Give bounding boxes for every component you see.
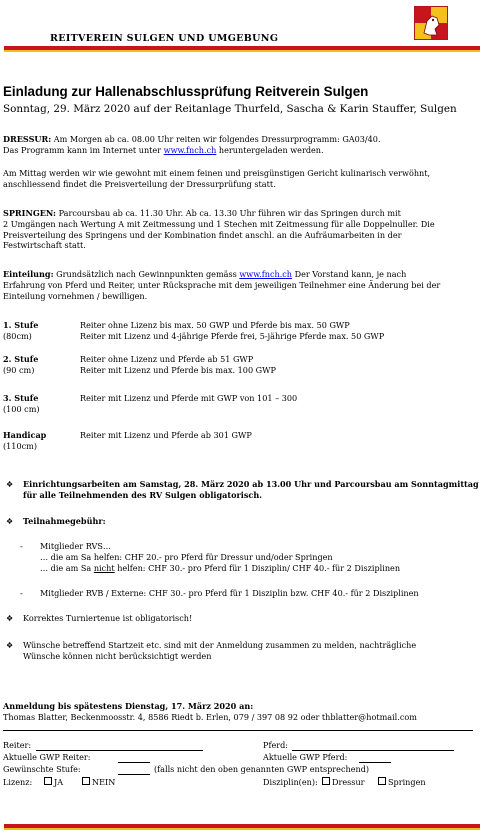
mittag-line: anschliessend findet die Preisverteilung der Dressurprüfung statt. (3, 178, 276, 189)
pferd-label: Pferd: (263, 740, 289, 750)
stufe-label: Gewünschte Stufe: (3, 764, 81, 774)
anmeldung-contact: Thomas Blatter, Beckenmoosstr. 4, 8586 Riedt b. Erlen, 079 / 397 08 92 oder thblatter@hotmail.com (3, 712, 417, 722)
level-name: Handicap (3, 430, 47, 440)
bullet-line: Wünsche können nicht berücksichtigt werden (23, 650, 212, 661)
lizenz-nein-text: NEIN (92, 777, 116, 787)
einteilung-line: Der Vorstand kann, je nach (292, 269, 407, 279)
springen-option-text: Springen (388, 777, 426, 787)
fee-external: Mitglieder RVB / Externe: CHF 30.- pro Pferd für 1 Disziplin bzw. CHF 40.- für 2 Disziplinen (40, 588, 419, 598)
bullet-einrichtung (23, 479, 481, 501)
lizenz-label: Lizenz: (3, 777, 33, 787)
level-name: 1. Stufe (3, 320, 39, 330)
bullet-icon: ❖ (6, 640, 14, 650)
level-description: Reiter mit Lizenz und Pferde ab 301 GWP (80, 430, 252, 440)
level-height: (80cm) (3, 331, 32, 341)
gwp-reiter-input-line[interactable] (118, 762, 150, 763)
level-description: Reiter mit Lizenz und Pferde bis max. 100 GWP (80, 365, 276, 375)
level-description: Reiter ohne Lizenz bis max. 50 GWP und Pferde bis max. 50 GWP (80, 320, 350, 330)
springen-line: Preisverteilung des Springens und der Kombination findet anschl. an die Aufräumarbeiten in der (3, 229, 402, 240)
page-subtitle: Sonntag, 29. März 2020 auf der Reitanlage Thurfeld, Sascha & Karin Stauffer, Sulgen (3, 103, 457, 115)
level-description: Reiter mit Lizenz und Pferde mit GWP von 101 – 300 (80, 393, 298, 403)
bullet-icon: ❖ (6, 516, 14, 526)
einteilung-paragraph (3, 269, 481, 301)
club-crest-logo (414, 6, 448, 40)
dressur-checkbox[interactable] (322, 777, 330, 785)
bullet-line: für alle Teilnehmenden des RV Sulgen obligatorisch. (23, 489, 263, 500)
fee-members (40, 541, 480, 573)
reiter-input-line[interactable] (36, 750, 203, 751)
page-title: Einladung zur Hallenabschlussprüfung Reitverein Sulgen (3, 84, 369, 99)
gwp-pferd-label: Aktuelle GWP Pferd: (263, 752, 348, 762)
lizenz-nein-option[interactable] (78, 777, 115, 788)
level-description: Reiter mit Lizenz und 4-jährige Pferde frei, 5-jährige Pferde max. 50 GWP (80, 331, 385, 341)
dressur-program-text: Das Programm kann im Internet unter (3, 144, 164, 155)
einteilung-line: Erfahrung von Pferd und Reiter, unter Rücksprache mit dem jeweiligen Teilnehmer eine Änderung bei der (3, 279, 441, 290)
gwp-reiter-label: Aktuelle GWP Reiter: (3, 752, 91, 762)
springen-line: Parcoursbau ab ca. 11.30 Uhr. Ab ca. 13.30 Uhr führen wir das Springen durch mit (56, 208, 401, 218)
springen-checkbox[interactable] (378, 777, 386, 785)
springen-line: 2 Umgängen nach Wertung A mit Zeitmessung und 1 Stechen mit Zeitmessung für alle Doppelnuller. Die (3, 218, 435, 229)
stufe-input-line[interactable] (118, 774, 150, 775)
dash-marker: - (20, 541, 23, 551)
level-height: (110cm) (3, 441, 37, 451)
springen-line: Festwirtschaft statt. (3, 240, 86, 251)
org-name: REITVEREIN SULGEN UND UMGEBUNG (50, 33, 279, 44)
bullet-teilnahmegebuehr: Teilnahmegebühr: (23, 516, 106, 526)
level-height: (90 cm) (3, 365, 35, 375)
dressur-option-text: Dressur (332, 777, 365, 787)
lizenz-ja-text: JA (54, 777, 64, 787)
bullet-line: Wünsche betreffend Startzeit etc. sind mit der Anmeldung zusammen zu melden, nachträgliche (23, 640, 417, 650)
disziplin-label: Disziplin(en): (263, 777, 318, 787)
dressur-text: Am Morgen ab ca. 08.00 Uhr reiten wir folgendes Dressurprogramm: GA03/40. (51, 134, 381, 144)
form-separator (3, 730, 473, 731)
dressur-label: DRESSUR: (3, 134, 52, 144)
pferd-input-line[interactable] (292, 750, 454, 751)
disziplin-springen-option[interactable] (374, 777, 426, 788)
fee-line: … die am Sa helfen: CHF 20.- pro Pferd für Dressur und/oder Springen (40, 551, 333, 562)
springen-label: SPRINGEN: (3, 208, 57, 218)
header-divider-yellow (4, 50, 480, 52)
einteilung-label: Einteilung: (3, 269, 54, 279)
fnch-link[interactable]: www.fnch.ch (239, 269, 293, 279)
gwp-pferd-input-line[interactable] (359, 762, 391, 763)
fee-line: … die am Sa (40, 562, 94, 573)
mittag-line: Am Mittag werden wir wie gewohnt mit einem feinen und preisgünstigen Gericht kulinarisch verwöhnt, (3, 168, 431, 178)
mittag-paragraph (3, 168, 481, 190)
disziplin-dressur-option[interactable] (318, 777, 365, 788)
stufe-note: (falls nicht den oben genannten GWP entsprechend) (154, 764, 370, 774)
footer-divider-yellow (4, 828, 480, 830)
fnch-link[interactable]: www.fnch.ch (163, 144, 217, 155)
fee-line: helfen: CHF 30.- pro Pferd für 1 Disziplin/ CHF 40.- für 2 Disziplinen (114, 562, 401, 573)
bullet-line: Einrichtungsarbeiten am Samstag, 28. März 2020 ab 13.00 Uhr und Parcoursbau am Sonntagmittag (23, 479, 479, 489)
fee-line-emphasis: nicht (93, 562, 115, 573)
dash-marker: - (20, 588, 23, 598)
level-height: (100 cm) (3, 404, 40, 414)
fee-line: Mitglieder RVS… (40, 541, 111, 551)
bullet-icon: ❖ (6, 613, 14, 623)
level-name: 3. Stufe (3, 393, 39, 403)
springen-paragraph (3, 208, 481, 251)
bullet-icon: ❖ (6, 479, 14, 489)
level-description: Reiter ohne Lizenz und Pferde ab 51 GWP (80, 354, 254, 364)
lizenz-nein-checkbox[interactable] (82, 777, 90, 785)
bullet-wuensche (23, 640, 481, 662)
einteilung-line: Einteilung vornehmen / bewilligen. (3, 290, 148, 301)
anmeldung-heading: Anmeldung bis spätestens Dienstag, 17. März 2020 an: (3, 701, 254, 711)
bullet-turniertenue: Korrektes Turniertenue ist obligatorisch! (23, 613, 193, 623)
dressur-download-text: heruntergeladen werden. (216, 144, 324, 155)
dressur-paragraph (3, 134, 481, 156)
reiter-label: Reiter: (3, 740, 32, 750)
einteilung-line: Grundsätzlich nach Gewinnpunkten gemäss (53, 269, 240, 279)
lizenz-ja-checkbox[interactable] (44, 777, 52, 785)
level-name: 2. Stufe (3, 354, 39, 364)
lizenz-ja-option[interactable] (40, 777, 63, 788)
